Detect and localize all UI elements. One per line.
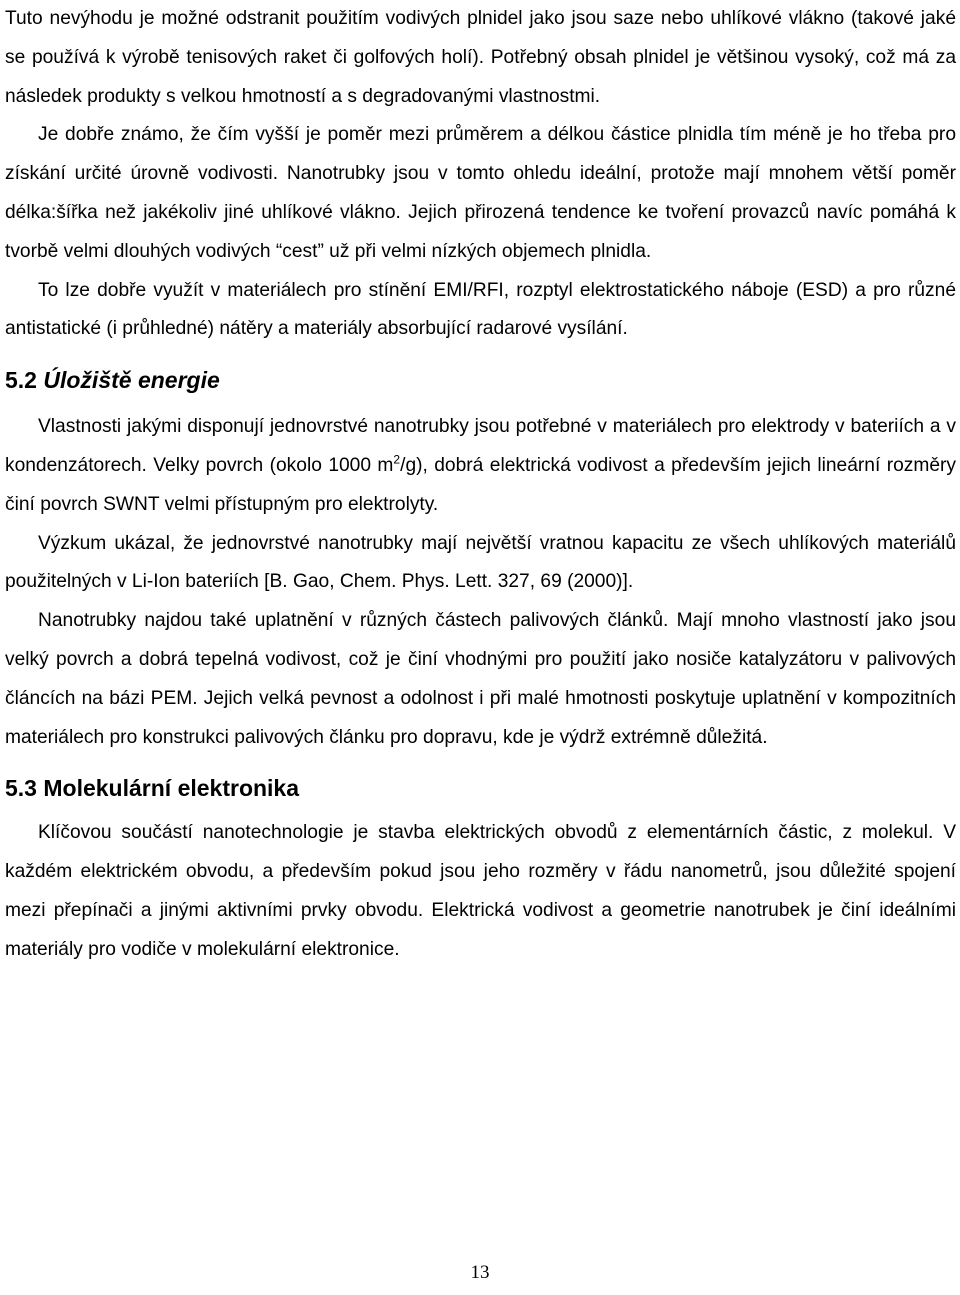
text-run: Vlastnosti jakými disponují jednovrstvé nanotrubky jsou potřebné v materiálech pro elektrody v bateriích a v kondenzátorech. Velky povrch (okolo 1000 m [5, 416, 956, 476]
superscript: 2 [393, 452, 401, 467]
section-heading-molecular-electronics [5, 772, 956, 804]
paragraph-conductive-fillers: Tuto nevýhodu je možné odstranit použitím vodivých plnidel jako jsou saze nebo uhlíkové vlákno (takové jaké se používá k výrobě tenisových raket či golfových holí). Potřebný obsah plnidel je většinou vysoký, což má za následek produkty s velkou hmotností a s degradovanými vlastnostmi. [5, 8, 956, 107]
paragraph-fuel-cells: Nanotrubky najdou také uplatnění v různých částech palivových článků. Mají mnoho vlastností jako jsou velký povrch a dobrá tepelná vodivost, což je činí vhodnými pro použití jako nosiče katalyzátoru v palivových článcích na bázi PEM. Jejich velká pevnost a odolnost i při malé hmotnosti poskytuje uplatnění v kompozitních materiálech pro konstrukci palivových článku pro dopravu, kde je výdrž extrémně důležitá. [5, 610, 956, 748]
page-number: 13 [470, 1262, 490, 1283]
section-heading-energy-storage [5, 364, 956, 396]
text-run: /g), dobrá elektrická vodivost a především jejich lineární rozměry činí povrch SWNT velmi přístupným pro elektrolyty. [5, 454, 956, 515]
paragraph-aspect-ratio: Je dobře známo, že čím vyšší je poměr mezi průměrem a délkou částice plnidla tím méně je ho třeba pro získání určité úrovně vodivosti. Nanotrubky jsou v tomto ohledu ideální, protože mají mnohem větší poměr délka:šířka než jakékoliv jiné uhlíkové vlákno. Jejich přirozená tendence ke tvoření provazců navíc pomáhá k tvorbě velmi dlouhých vodivých “cest” už při velmi nízkých objemech plnidla. [5, 124, 956, 262]
paragraph-li-ion-research: Výzkum ukázal, že jednovrstvé nanotrubky mají největší vratnou kapacitu ze všech uhlíkových materiálů použitelných v Li-Ion bateriích [B. Gao, Chem. Phys. Lett. 327, 69 (2000)]. [5, 532, 956, 593]
section-title: Molekulární elektronika [43, 775, 300, 802]
paragraph-emi-shielding: To lze dobře využít v materiálech pro stínění EMI/RFI, rozptyl elektrostatického náboje (ESD) a pro různé antistatické (i průhledné) nátěry a materiály absorbující radarové vysílání. [5, 279, 956, 340]
document-body [5, 0, 956, 970]
paragraph-molecular-circuits: Klíčovou součástí nanotechnologie je stavba elektrických obvodů z elementárních částic, z molekul. V každém elektrickém obvodu, a především pokud jsou jeho rozměry v řádu nanometrů, jsou důležité spojení mezi přepínači a jinými aktivními prvky obvodu. Elektrická vodivost a geometrie nanotrubek je činí ideálními materiály pro vodiče v molekulární elektronice. [5, 822, 956, 960]
section-number: 5.2 [5, 367, 37, 394]
section-title: Úložiště energie [43, 367, 220, 394]
section-number: 5.3 [5, 775, 37, 802]
paragraph-electrodes [5, 408, 956, 524]
